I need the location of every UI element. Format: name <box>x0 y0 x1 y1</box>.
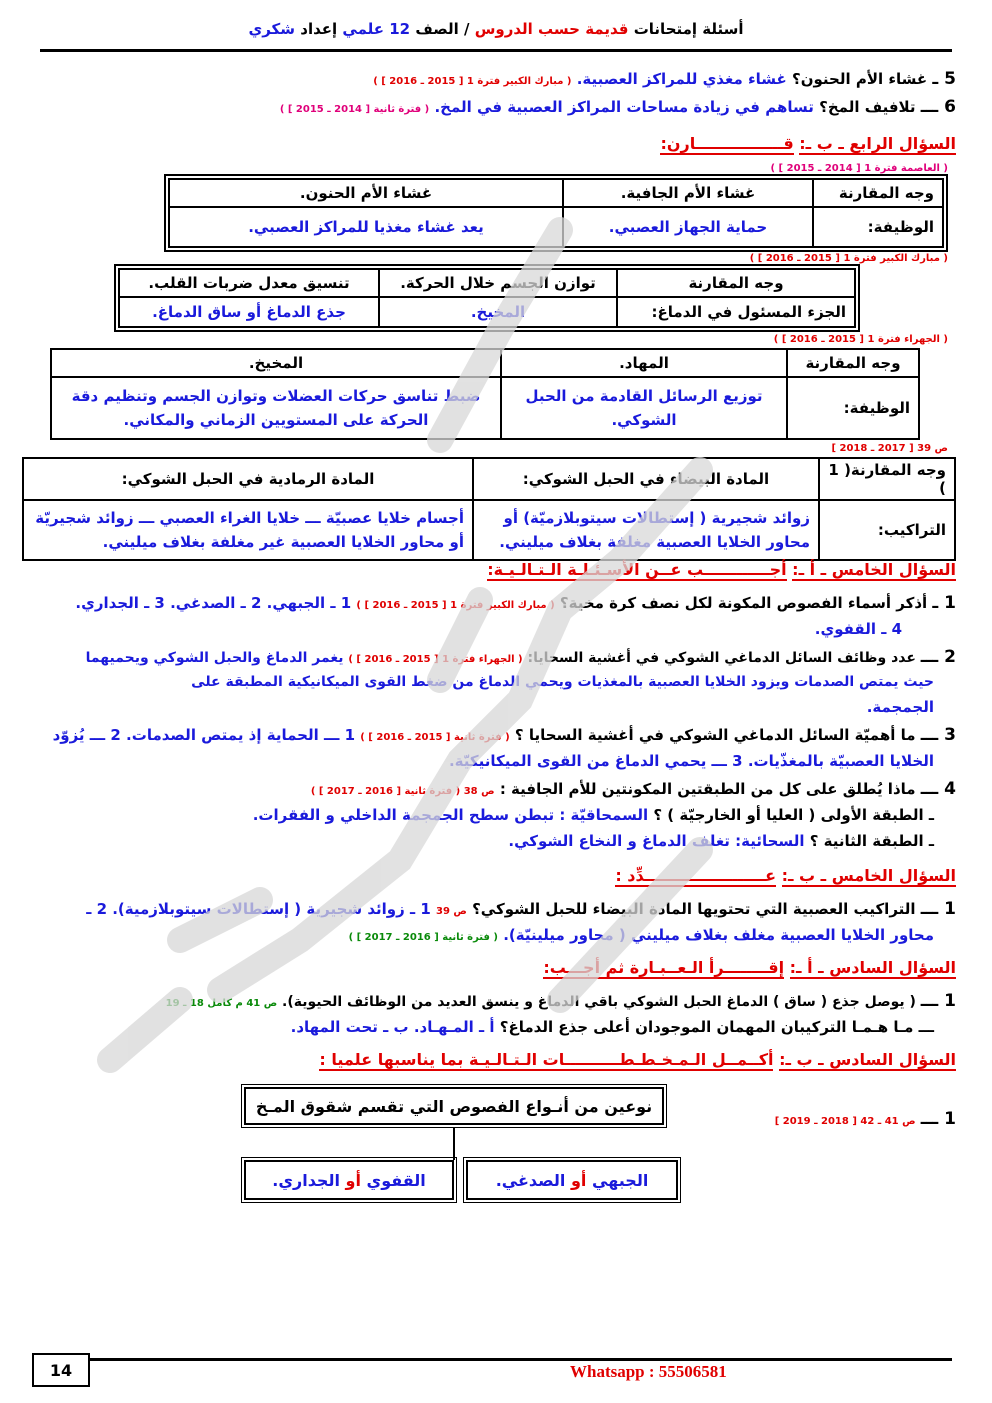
section-4b-title: السؤال الرابع ـ ب ـ: قــــــــــــــــارن: <box>660 134 956 153</box>
s5a-question-2: 2 ـــ عدد وظائف السائل الدماغي الشوكي في أغشية السحايا: ( الجهراء فترة 1 [ 2015 ـ 2016 ] ) يغمر الدماغ والحبل الشوكي ويحميهما <box>85 647 956 667</box>
s5a-question-4-layer-1: ـ الطبقة الأولى ( العليا أو الخارجيّة ) ؟ السمحاقيّة : تبطن سطح الجمجمة الداخلي و الفقرات. <box>252 806 934 824</box>
page-number: 14 <box>32 1353 90 1387</box>
whatsapp-contact: Whatsapp : 55506581 <box>570 1362 727 1381</box>
diagram-box-frontal-temporal: الجبهي أو الصدغي. <box>466 1160 678 1200</box>
footer-divider <box>90 1358 952 1361</box>
table3-source: ( الجهراء فترة 1 [ 2015 ـ 2016 ] ) <box>773 334 948 345</box>
s5a-question-1: 1 ـ أذكر أسماء الفصوص المكونة لكل نصف كرة مخية؟ ( مبارك الكبير فترة 1 [ 2015 ـ 2016 ] ) 1 ـ الجبهي. 2 ـ الصدغي. 3 ـ الجداري. <box>75 593 956 613</box>
header-author: شكري <box>248 20 296 38</box>
s5a-question-4-layer-2: ـ الطبقة الثانية ؟ السحائية: تغلف الدماغ و النخاع الشوكي. <box>508 832 934 850</box>
header-subtitle: قديمة حسب الدروس <box>474 20 629 38</box>
diagram-box-occipital-parietal: القفوي أو الجداري. <box>244 1160 454 1200</box>
comparison-table-1: وجه المقارنة غشاء الأم الجافية. غشاء الأم الحنون. الوظيفة: حماية الجهاز العصبي. يعد غشاء مغذيا للمراكز العصبي. <box>168 178 944 248</box>
s5b-question-1: 1 ـــ التراكيب العصبية التي تحتويها المادة البيضاء للحبل الشوكي؟ ص 39 1 ـ زوائد شجيرية ( إستطالات سيتوبلازمية). 2 ـ <box>86 899 956 919</box>
table2-source: ( مبارك الكبير فترة 1 [ 2015 ـ 2016 ] ) <box>749 253 948 264</box>
s6a-question-1: 1 ـــ ( يوصل جذع ( ساق ) الدماغ الحبل الشوكي باقي الدماغ و ينسق العديد من الوظائف الحيوية). ص 41 م كامل 18 ـ 19 <box>165 991 956 1011</box>
section-6b-title: السؤال السادس ـ ب ـ: أكــمــل الـمـخـطـطــــــــــات الـتـالـيـة بما يناسبها علميا : <box>319 1050 956 1069</box>
section-5b-title: السؤال الخامس ـ ب ـ: عــــــــــــــــــــــدِّد : <box>615 866 956 885</box>
s5a-question-3-answer-cont: الخلايا العصبيّة بالمغذّيات. 3 ـــ يحمي الدماغ من القوى الميكانيكيّة. <box>448 752 934 770</box>
question-6: 6 ـــ تلافيف المخ؟ تساهم في زيادة مساحات المراكز العصبية في المخ. ( فترة ثانية [ 2014 ـ 2015 ] ) <box>279 97 956 117</box>
s5a-question-1-answer-cont: 4 ـ القفوي. <box>814 620 902 638</box>
comparison-table-4: وجه المقارنة( 1 ) المادة البيضاء في الحبل الشوكي: المادة الرمادية في الحبل الشوكي: التراكيب: زوائد شجيرية ( إستطالات سيتوبلازميّة) أو محاور الخلايا العصبية مغلفة بغلاف ميليني. أجسام خلايا عصبيّة ـــ خلايا الغراء العصبي ـــ زوائد شجيريّة أو محاور الخلايا العصبية غير مغلفة بغلاف ميليني. <box>22 457 956 561</box>
header-title: أسئلة إمتحانات <box>633 20 744 38</box>
section-6a-title: السؤال السادس ـ أ ـ: إقــــــــرأ الـعــبـارة ثم أجـــب: <box>543 958 956 977</box>
comparison-table-3: وجه المقارنة المهاد. المخيخ. الوظيفة: توزيع الرسائل القادمة من الحبل الشوكي. ضبط تناسق حركات العضلات وتوازن الجسم وتنظيم دقة الحركة على المستويين الزماني والمكاني. <box>50 348 920 440</box>
s5a-question-2-answer-cont: حيث يمتص الصدمات ويزود الخلايا العصبية بالمغذيات ويحمي الدماغ من ضغط القوى الميكانيكية المطبقة على <box>191 674 934 690</box>
comparison-table-2: وجه المقارنة توازن الجسم خلال الحركة. تنسيق معدل ضربات القلب. الجزء المسئول في الدماغ: المخيخ. جذع الدماغ أو ساق الدماغ. <box>118 268 856 328</box>
diagram-number: 1 ـــ ص 41 ـ 42 [ 2018 ـ 2019 ] <box>774 1109 956 1129</box>
s6a-question-1-prompt: ـــ مـا هـمـا التركيبان المهمان الموجودان أعلى جذع الدماغ؟ أ ـ المـهـاد. ب ـ تحت المهاد. <box>290 1018 934 1036</box>
question-5: 5 ـ غشاء الأم الحنون؟ غشاء مغذي للمراكز العصبية. ( مبارك الكبير فترة 1 [ 2015 ـ 2016 ] ) <box>373 69 956 89</box>
section-5a-title: السؤال الخامس ـ أ ـ: أجــــــــــــب عــن الأسـئـلـة الـتـالـيـة: <box>487 560 956 579</box>
header-author-label: إعداد <box>300 20 338 38</box>
diagram-top-box: نوعين من أنـواع الفصوص التي تقسم شقوق المـخ <box>244 1087 664 1125</box>
header-grade-label: الصف <box>415 20 459 38</box>
table4-source: ص 39 [ 2017 ـ 2018 ] <box>831 443 948 454</box>
s5a-question-2-answer-end: الجمجمة. <box>866 698 934 716</box>
header-separator: / <box>464 20 470 38</box>
s5a-question-4: 4 ـــ ماذا يُطلق على كل من الطبقتين المكونتين للأم الجافية : ص 38 ( فترة ثانية [ 2016 ـ 2017 ] ) <box>310 779 956 799</box>
table1-source: ( العاصمة فترة 1 [ 2014 ـ 2015 ] ) <box>770 163 948 174</box>
s5b-question-1-answer-cont: محاور الخلايا العصبية مغلف بغلاف ميليني ( محاور ميلينيّة). ( فترة ثانية [ 2016 ـ 2017 ] ) <box>348 926 934 944</box>
s5a-question-3: 3 ـــ ما أهميّة السائل الدماغي الشوكي في أغشية السحايا ؟ ( فترة ثانية [ 2015 ـ 2016 ] ) 1 ـــ الحماية إذ يمتص الصدمات. 2 ـــ يُزوّد <box>52 725 956 745</box>
header-grade: 12 علمي <box>342 20 411 38</box>
